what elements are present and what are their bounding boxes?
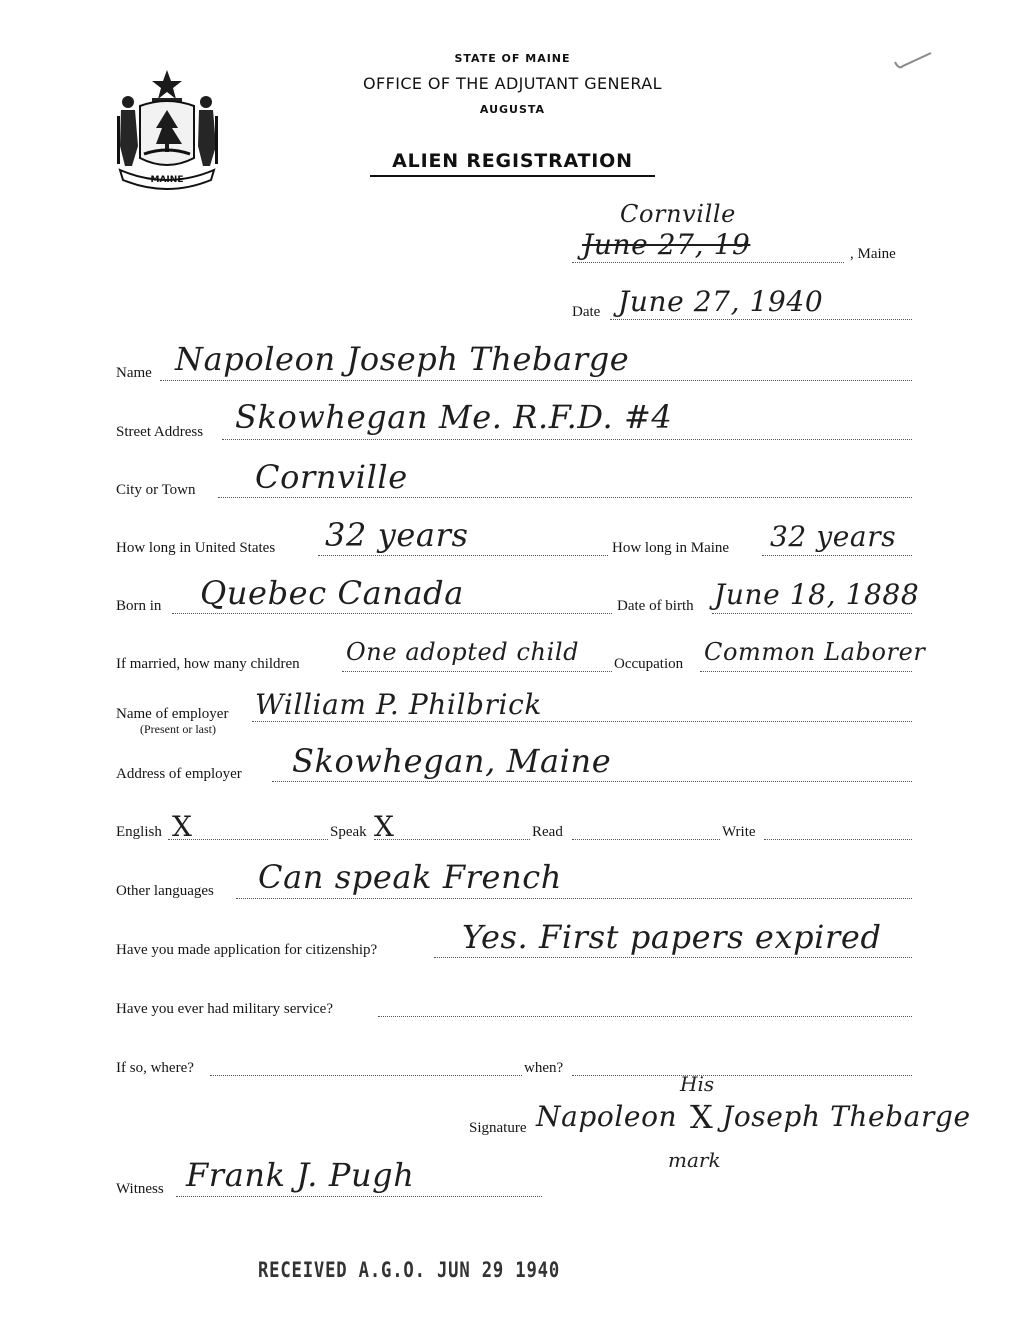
born-in-label: Born in <box>116 598 162 614</box>
street-address-line <box>222 439 912 440</box>
state-heading: STATE OF MAINE <box>454 52 571 65</box>
how-long-us-value: 32 years <box>325 516 469 554</box>
date-of-birth-line <box>712 613 912 614</box>
received-stamp: RECEIVED A.G.O. JUN 29 1940 <box>258 1258 561 1282</box>
signature-mark-note: mark <box>668 1148 721 1172</box>
employer-label: Name of employer <box>116 706 229 722</box>
children-value: One adopted child <box>346 638 580 666</box>
date-value: June 27, 1940 <box>618 285 824 318</box>
how-long-maine-label: How long in Maine <box>612 540 730 556</box>
maine-state-seal-icon <box>112 66 222 190</box>
signature-label: Signature <box>469 1120 527 1136</box>
place-struck-date: June 27, 19 <box>582 228 751 261</box>
speak-value: X <box>374 810 395 843</box>
when-line <box>572 1075 912 1076</box>
born-in-value: Quebec Canada <box>200 574 464 612</box>
svg-text:MAINE: MAINE <box>150 175 184 185</box>
employer-address-label: Address of employer <box>116 766 242 782</box>
name-label: Name <box>116 365 152 381</box>
city-heading: AUGUSTA <box>479 103 546 116</box>
employer-value: William P. Philbrick <box>255 688 542 721</box>
other-languages-label: Other languages <box>116 883 214 899</box>
employer-line <box>252 721 912 722</box>
signature-first-name: Napoleon <box>536 1100 678 1133</box>
place-line <box>572 262 844 263</box>
date-of-birth-value: June 18, 1888 <box>714 578 920 611</box>
street-address-value: Skowhegan Me. R.F.D. #4 <box>235 398 673 436</box>
where-line <box>210 1075 522 1076</box>
city-line <box>218 497 912 498</box>
signature-his-note: His <box>680 1072 715 1096</box>
employer-address-line <box>272 781 912 782</box>
speak-label: Speak <box>330 824 367 840</box>
signature-mark: X <box>690 1098 714 1136</box>
occupation-line <box>700 671 912 672</box>
date-label: Date <box>572 304 601 320</box>
city-label: City or Town <box>116 482 196 498</box>
other-languages-value: Can speak French <box>258 858 563 896</box>
write-label: Write <box>722 824 756 840</box>
how-long-us-line <box>318 555 608 556</box>
occupation-value: Common Laborer <box>704 638 926 666</box>
how-long-us-label: How long in United States <box>116 540 276 556</box>
citizenship-label: Have you made application for citizenship? <box>116 942 378 958</box>
witness-value: Frank J. Pugh <box>186 1156 415 1194</box>
employer-address-value: Skowhegan, Maine <box>292 742 612 780</box>
military-line <box>378 1016 912 1017</box>
english-value: X <box>172 810 193 843</box>
children-line <box>342 671 612 672</box>
how-long-maine-line <box>762 555 912 556</box>
speak-line <box>374 839 530 840</box>
street-address-label: Street Address <box>116 424 204 440</box>
name-value: Napoleon Joseph Thebarge <box>175 340 630 378</box>
employer-sublabel: (Present or last) <box>140 722 216 736</box>
signature-last-name: Joseph Thebarge <box>722 1100 971 1133</box>
children-label: If married, how many children <box>116 656 300 672</box>
english-label: English <box>116 824 162 840</box>
date-of-birth-label: Date of birth <box>617 598 694 614</box>
city-value: Cornville <box>255 458 408 496</box>
place-handwritten: Cornville <box>620 200 736 228</box>
read-label: Read <box>532 824 563 840</box>
where-label: If so, where? <box>116 1060 194 1076</box>
name-line <box>160 380 912 381</box>
date-line <box>610 319 912 320</box>
check-mark-icon <box>893 50 935 72</box>
place-state-label: , Maine <box>850 246 896 262</box>
form-title: ALIEN REGISTRATION <box>370 150 655 177</box>
citizenship-value: Yes. First papers expired <box>462 918 882 956</box>
born-in-line <box>172 613 612 614</box>
read-line <box>572 839 720 840</box>
how-long-maine-value: 32 years <box>770 520 897 553</box>
write-line <box>764 839 912 840</box>
when-label: when? <box>524 1060 564 1076</box>
citizenship-line <box>434 957 912 958</box>
witness-label: Witness <box>116 1181 164 1197</box>
military-label: Have you ever had military service? <box>116 1001 333 1017</box>
office-heading: OFFICE OF THE ADJUTANT GENERAL <box>363 74 662 93</box>
witness-line <box>176 1196 542 1197</box>
other-languages-line <box>236 898 912 899</box>
occupation-label: Occupation <box>614 656 684 672</box>
